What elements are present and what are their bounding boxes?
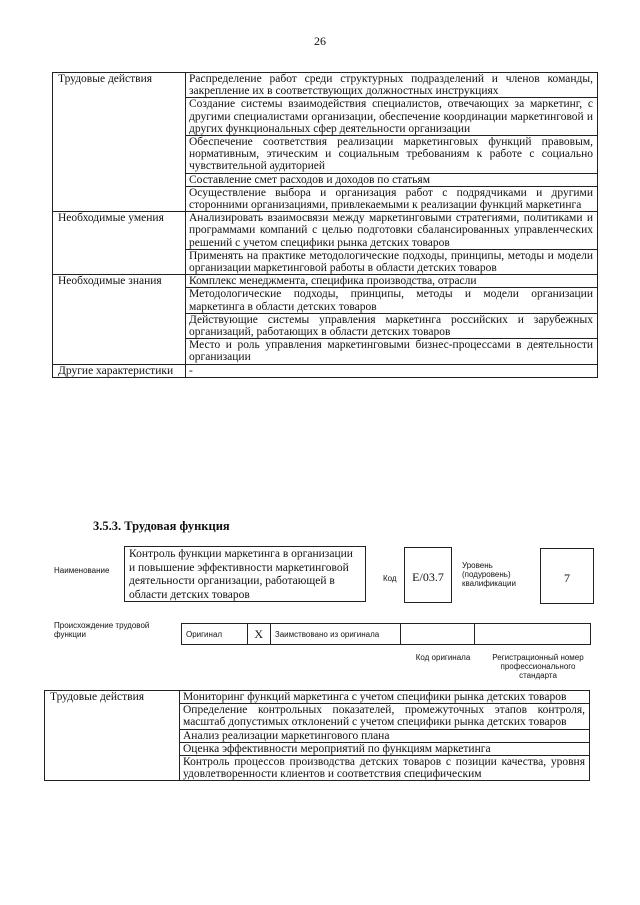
requirements-table [52,72,598,378]
table-cell: Распределение работ среди структурных подразделений и членов команды, закрепление их в соответствующих должностных инструкциях [186,73,598,98]
function-name-value: Контроль функции маркетинга в организации и повышение эффективности маркетинговой деятельности организации, работающей в области детских товаров [124,546,366,602]
qualification-level-value: 7 [540,548,594,604]
row-label-labor-actions: Трудовые действия [45,691,180,781]
table-cell: Оценка эффективности мероприятий по функциям маркетинга [180,742,590,755]
row-label-skills: Необходимые умения [53,212,186,275]
table-cell: Определение контрольных показателей, промежуточных этапов контроля, масштаб допустимых отклонений с учетом специфики рынка детских товаров [180,704,590,729]
origin-label: Происхождение трудовой функции [54,621,150,639]
table-cell: Место и роль управления маркетинговыми бизнес-процессами в деятельности организации [186,339,598,364]
function-code-value: E/03.7 [404,547,452,603]
level-label: Уровень (подуровень) квалификации [462,561,516,588]
reg-number-cell [474,624,590,645]
table-cell: Комплекс менеджмента, специфика производства, отрасли [186,275,598,288]
borrowed-label: Заимствовано из оригинала [270,624,400,645]
origin-table [181,623,591,645]
table-cell: Методологические подходы, принципы, методы и модели организации маркетинга в области детских товаров [186,288,598,313]
section-title: 3.5.3. Трудовая функция [93,519,230,533]
table-cell: Составление смет расходов и доходов по статьям [186,173,598,186]
code-original-cell [401,624,475,645]
page-number: 26 [314,34,326,48]
code-original-caption: Код оригинала [415,653,471,662]
table-cell: - [186,364,598,377]
table-cell: Мониторинг функций маркетинга с учетом специфики рынка детских товаров [180,691,590,704]
actions-table [44,690,590,781]
table-cell: Контроль процессов производства детских товаров с позиции качества, уровня удовлетворенности клиентов и соответствия специфическим [180,756,590,781]
original-label: Оригинал [182,624,248,645]
code-label: Код [383,574,397,583]
reg-number-caption: Регистрационный номер профессионального стандарта [492,653,584,680]
table-cell: Действующие системы управления маркетинга российских и зарубежных организаций, работающих в области детских товаров [186,313,598,338]
table-cell: Анализировать взаимосвязи между маркетинговыми стратегиями, политиками и программами компаний с целью подготовки сбалансированных управленческих решений с учетом специфики рынка детских товаров [186,212,598,250]
table-cell: Анализ реализации маркетингового плана [180,729,590,742]
original-mark: X [247,624,270,645]
row-label-other: Другие характеристики [53,364,186,377]
table-cell: Осуществление выбора и организация работ с подрядчиками и другими сторонними организациями, привлекаемыми к реализации функций маркетинга [186,186,598,211]
row-label-labor-actions: Трудовые действия [53,73,186,212]
table-cell: Создание системы взаимодействия специалистов, отвечающих за маркетинг, с другими специалистами организации, обеспечение координации маркетинговой и других функциональных сфер деятельности организации [186,98,598,136]
table-cell: Применять на практике методологические подходы, принципы, методы и модели организации маркетинговой работы в области детских товаров [186,249,598,274]
table-cell: Обеспечение соответствия реализации маркетинговых функций правовым, нормативным, этическим и социальным требованиям к работе с социально чувствительной аудиторией [186,136,598,174]
row-label-knowledge: Необходимые знания [53,275,186,364]
name-label: Наименование [54,566,110,575]
